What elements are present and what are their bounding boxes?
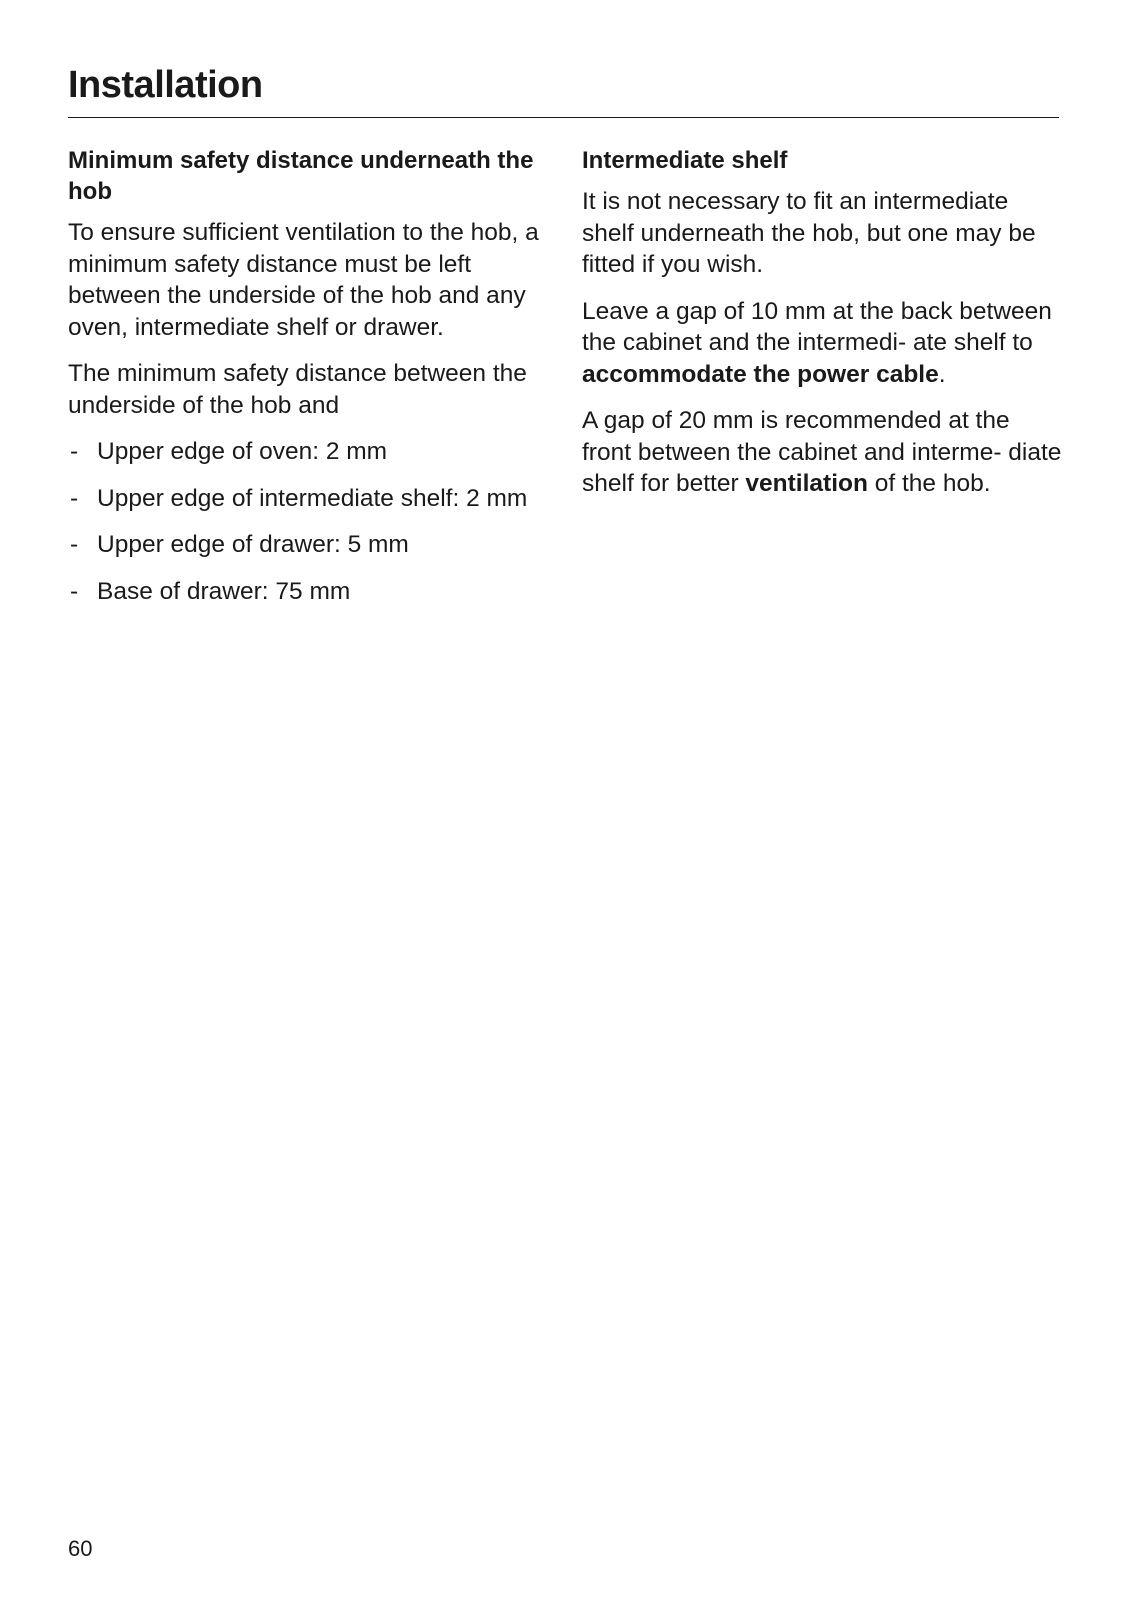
distance-list [68,436,548,607]
page-number: 60 [68,1536,93,1561]
list-item-text: Upper edge of intermediate shelf: 2 mm [97,484,528,512]
list-dash: - [70,531,79,558]
back-gap-text-end: . [938,360,946,388]
intermediate-shelf-section [582,145,1062,515]
list-item [68,436,548,468]
list-item-text: Upper edge of drawer: 5 mm [97,531,409,558]
list-item-text: Upper edge of oven: 2 mm [97,438,388,465]
ventilation-emphasis: ventilation [745,470,868,497]
distance-intro-paragraph: The minimum safety distance between the underside of the hob and [68,360,527,419]
page-title: Installation [68,64,263,106]
back-gap-paragraph [582,296,1062,391]
ventilation-paragraph: To ensure sufficient ventilation to the hob, a minimum safety distance must be left between the underside of the hob and any oven, intermediate shelf or drawer. [68,219,539,341]
title-divider [68,117,1059,118]
front-gap-paragraph [582,405,1062,500]
safety-distance-heading: Minimum safety distance underneath the hob [68,147,534,205]
list-item [68,529,548,561]
back-gap-text: Leave a gap of 10 mm at the back between the cabinet and the intermedi- ate shelf to [582,297,1052,356]
list-item [68,576,548,608]
list-dash: - [70,484,79,512]
power-cable-emphasis: accommodate the power cable [582,360,939,388]
list-item-text: Base of drawer: 75 mm [97,577,351,605]
front-gap-text-end: of the hob. [867,470,991,497]
safety-distance-section [68,145,548,622]
list-dash: - [70,577,79,605]
list-dash: - [70,438,79,465]
intermediate-shelf-heading: Intermediate shelf [582,147,788,174]
shelf-optional-paragraph: It is not necessary to fit an intermediate shelf underneath the hob, but one may be fitted if you wish. [582,188,1036,278]
front-gap-text: A gap of 20 mm is recommended at the front between the cabinet and interme- diate shelf for better [582,407,1062,497]
list-item [68,483,548,515]
